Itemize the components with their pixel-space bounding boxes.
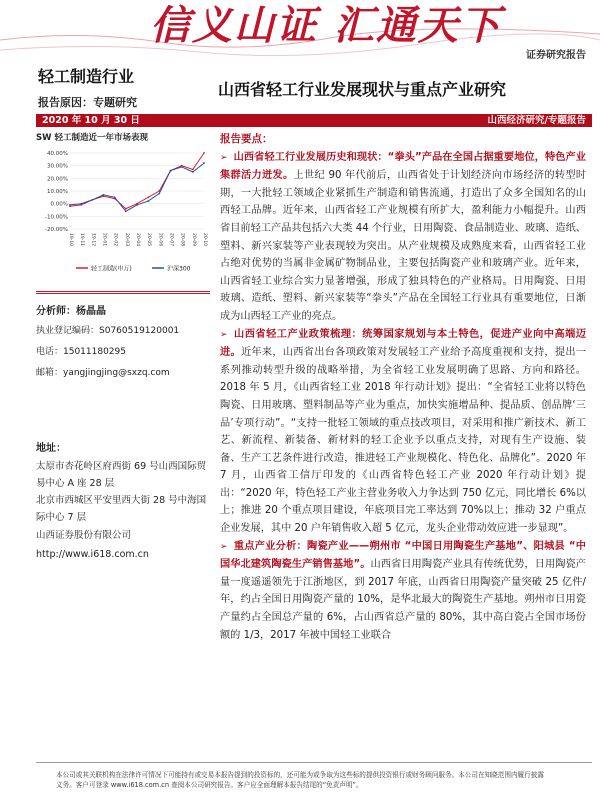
- y-tick-label: 20.00%: [47, 176, 68, 183]
- data-point: [192, 169, 194, 171]
- paragraph-text: 上世纪 90 年代前后，山西省处于计划经济向市场经济的转型时期，一大批轻工领域企业紧抓生产制造和销售流通，打造出了众多全国知名的山西轻工品牌。近年来，山西省轻工产业规模有所扩大，盈利能力小幅提升。山西省目前轻工产品共包括六大类 44 个行业，日用陶瓷、食品制造业、玻璃、造纸、塑料、新兴家装等产业表现较为突出。从产业规模及成熟度来看，山西省轻工业占绝对优势的当属非金属矿物制品业，主要包括陶瓷产业和玻璃产业。近年来，山西省轻工业综合实力显著增强，形成了独具特色的产业格局。日用陶瓷、日用玻璃、造纸、塑料、新兴家装等“拳头”产品在全国轻工行业具有重要地位，日渐成为山西轻工产业的亮点。: [220, 170, 587, 322]
- address-label: 地址：: [36, 443, 66, 454]
- report-date: 2020 年 10 月 30 日: [42, 115, 140, 126]
- header-banner: [0, 0, 600, 62]
- data-point: [91, 199, 93, 201]
- data-point: [203, 152, 205, 154]
- data-point: [158, 193, 160, 195]
- key-points-title: 报告要点：: [220, 133, 273, 145]
- divider: [36, 293, 210, 294]
- paragraph-text: 山西省日用陶瓷产业具有传统优势，日用陶瓷产量一度遥遥领先于江浙地区，到 2017 年底，山西省日用陶瓷产量突破 25 亿件/年，约占全国日用陶瓷产量的 10%，是华北最大的陶瓷生产基地。朔州市日用瓷产量约占全国总产量的 6%，占山西省总产量的 80%，其中高白瓷占全国市场份额的 1/3，2017 年被中国轻工业联合: [220, 559, 586, 641]
- data-point: [136, 204, 138, 206]
- y-tick-label: 30.00%: [47, 163, 68, 170]
- bullet-icon: ➢: [220, 152, 228, 163]
- report-reason: 报告原因：专题研究: [38, 96, 137, 109]
- x-tick-label: 20-06: [157, 233, 163, 247]
- industry-name: 轻工制造行业: [38, 67, 135, 86]
- data-point: [125, 208, 127, 210]
- data-point: [203, 162, 205, 164]
- y-tick-label: 40.00%: [47, 151, 68, 157]
- paragraph-history: [220, 149, 586, 326]
- y-tick-label: 10.00%: [47, 189, 68, 195]
- data-point: [192, 171, 194, 173]
- divider: [36, 291, 210, 292]
- x-tick-label: 19-11: [79, 233, 85, 247]
- market-performance-chart: [36, 147, 210, 277]
- data-point: [114, 196, 116, 198]
- y-tick-label: -10.00%: [45, 214, 68, 221]
- bullet-icon: ➢: [220, 541, 228, 552]
- x-tick-label: 20-03: [123, 233, 129, 247]
- legend-label: 沪深300: [167, 265, 191, 273]
- main-content: [220, 131, 586, 644]
- x-tick-label: 19-12: [90, 233, 96, 247]
- paragraph-policy: [220, 326, 586, 538]
- sidebar: [36, 131, 210, 560]
- paragraph-heading: 山西省轻工产业政策梳理：统筹国家规划与本土特色，促进产业向中高端迈进。: [220, 328, 586, 359]
- analyst-name: 分析师：杨晶晶: [36, 306, 106, 317]
- paragraph-heading: 重点产业分析：陶瓷产业——朔州市 “中国日用陶瓷生产基地”、阳城县 “中国华北建筑陶瓷生产销售基地”。: [220, 540, 586, 571]
- y-tick-label: 0.00%: [50, 201, 68, 208]
- paragraph-text: 近年来，山西省出台各项政策对发展轻工产业给予高度重视和支持，提出一系列推动转型升级的战略举措，为全省轻工业发展明确了思路、方向和路径。2018 年 5 月，《山西省轻工业 2018 年行动计划》提出：“全省轻工业将以特色陶瓷、日用玻璃、塑料制品等产业为重点，加快实施增品种、提品质、创品牌‘三品’专项行动”。“支持一批轻工领域的重点技改项目，对采用和推广新技术、新工艺、新流程、新装备、新材料的轻工企业予以重点支持，对现有生产设施、装备、生产工艺条件进行改造，推进轻工产业规模化、特色化、品牌化”。2020 年 7 月，山西省工信厅印发的《山西省特色轻工产业 2020 年行动计划》提出：“2020 年，特色轻工产业主营业务收入力争达到 750 亿元，同比增长 6%以上；推进 20 个重点项目建设，年底项目完工率达到 70%以上；推动 32 户重点企业发展，其中 20 户年销售收入超 5 亿元，龙头企业带动效应进一步显现”。: [220, 347, 587, 535]
- address-taiyuan: 太原市杏花岭区府西街 69 号山西国际贸易中心 A 座 28 层: [36, 461, 207, 489]
- report-series: 山西经济研究/专题报告: [487, 115, 586, 126]
- disclaimer: 本公司或其关联机构在法律许可情况下可能持有或交易本报告提到的投资标的，还可能为或争取为这些标的提供投资银行或财务顾问服务。本公司在知晓范围内履行披露义务。客户可登录 www.i618.com.cn 查阅本公司研究报告。客户应全面理解本报告结尾的“免责声明”。: [56, 771, 544, 789]
- x-tick-label: 20-04: [135, 233, 140, 247]
- x-tick-label: 20-10: [202, 233, 207, 247]
- report-type-label: 证券研究报告: [526, 50, 586, 61]
- email-link[interactable]: 邮箱：yangjingjing@sxzq.com: [36, 368, 170, 378]
- legend-label: 轻工制造(申万): [91, 265, 132, 273]
- y-tick-label: -20.00%: [45, 227, 68, 233]
- x-tick-label: 20-07: [168, 233, 174, 247]
- cert-code: 执业登记编码：S0760519120001: [36, 326, 180, 336]
- address-beijing: 北京市西城区平安里西大街 28 号中海国际中心 7 层: [36, 495, 207, 523]
- footer-divider: [36, 762, 592, 763]
- paragraph-ceramics: [220, 538, 586, 645]
- bullet-icon: ➢: [220, 329, 228, 340]
- paragraph-heading: 山西省轻工行业发展历史和现状：“拳头”产品在全国占据重要地位，特色产业集群活力迸发。: [220, 151, 586, 182]
- x-tick-label: 20-08: [179, 233, 185, 247]
- data-point: [147, 196, 149, 198]
- date-series-bar: [36, 114, 592, 127]
- data-point: [69, 204, 71, 206]
- chart-title: SW 轻工制造近一年市场表现: [36, 133, 148, 143]
- company-name: 山西证券股份有限公司: [36, 530, 132, 541]
- x-tick-label: 19-10: [68, 233, 73, 247]
- slogan: 信义山证 汇通天下: [150, 2, 502, 49]
- website-link[interactable]: http://www.i618.com.cn: [36, 549, 149, 560]
- data-point: [125, 210, 127, 212]
- page-title: 山西省轻工行业发展现状与重点产业研究: [218, 80, 507, 99]
- x-tick-label: 20-01: [101, 233, 107, 247]
- x-tick-label: 20-09: [190, 233, 196, 247]
- x-tick-label: 20-05: [146, 233, 152, 247]
- data-point: [181, 166, 183, 168]
- data-point: [170, 170, 172, 172]
- phone-number: 电话：15011180295: [36, 347, 126, 357]
- data-point: [103, 194, 105, 196]
- data-point: [147, 200, 149, 202]
- x-tick-label: 20-02: [112, 233, 118, 247]
- data-point: [80, 203, 82, 205]
